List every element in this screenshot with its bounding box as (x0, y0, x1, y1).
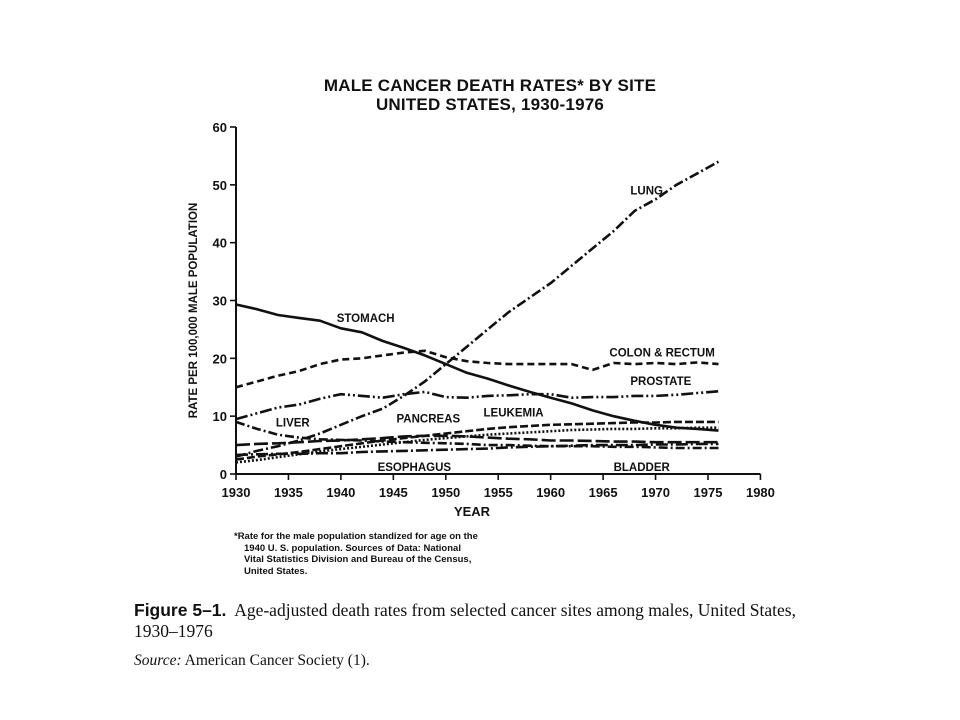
footnote-line: *Rate for the male population standized for age on the (234, 531, 478, 542)
series-label-liver: LIVER (275, 417, 310, 430)
y-tick-label: 0 (219, 467, 227, 482)
footnote (234, 531, 564, 577)
figure-label: Figure 5–1. (134, 600, 227, 620)
y-axis-label: RATE PER 100,000 MALE POPULATION (188, 202, 200, 419)
x-tick-label: 1965 (588, 485, 618, 500)
x-tick-label: 1970 (641, 485, 671, 500)
series-label-lung: LUNG (630, 185, 663, 198)
x-tick-label: 1960 (536, 485, 566, 500)
series-label-colon-rectum: COLON & RECTUM (609, 347, 715, 360)
chart-title: MALE CANCER DEATH RATES* BY SITE (323, 76, 657, 95)
figure-source (134, 652, 370, 670)
series-label-leukemia: LEUKEMIA (483, 407, 544, 420)
series-label-pancreas: PANCREAS (396, 413, 461, 426)
series-line-prostate (236, 391, 719, 419)
series-label-esophagus: ESOPHAGUS (377, 462, 452, 475)
series-label-bladder: BLADDER (613, 462, 670, 475)
y-tick-label: 10 (212, 409, 227, 425)
series-label-prostate: PROSTATE (630, 375, 692, 388)
chart-subtitle: UNITED STATES, 1930-1976 (375, 95, 605, 114)
x-tick-label: 1940 (326, 485, 356, 500)
y-tick-label: 60 (212, 120, 227, 135)
footnote-line: 1940 U. S. population. Sources of Data: National (244, 542, 461, 554)
figure-caption (134, 600, 834, 642)
x-tick-label: 1975 (693, 485, 723, 500)
footnote-line: United States. (244, 565, 308, 577)
x-tick-label: 1945 (378, 485, 408, 500)
series-line-stomach (236, 305, 719, 431)
series-line-lung (236, 162, 719, 457)
x-axis-label: YEAR (453, 504, 491, 519)
x-tick-label: 1980 (745, 485, 775, 500)
x-tick-label: 1935 (273, 485, 303, 500)
source-text: American Cancer Society (1). (184, 652, 370, 669)
x-tick-label: 1950 (431, 485, 461, 500)
y-tick-label: 20 (212, 351, 227, 367)
x-tick-label: 1930 (221, 485, 251, 500)
y-tick-label: 40 (212, 235, 227, 251)
x-tick-label: 1955 (483, 485, 513, 500)
y-tick-label: 30 (212, 293, 227, 309)
chart-series-labels (276, 186, 715, 474)
figure-caption-text: Age-adjusted death rates from selected cancer sites among males, United States, 1930–1976 (134, 600, 796, 641)
source-label: Source: (134, 652, 182, 669)
footnote-line: Vital Statistics Division and Bureau of the Census, (244, 554, 472, 565)
y-tick-label: 50 (212, 177, 227, 193)
series-label-stomach: STOMACH (336, 312, 395, 325)
